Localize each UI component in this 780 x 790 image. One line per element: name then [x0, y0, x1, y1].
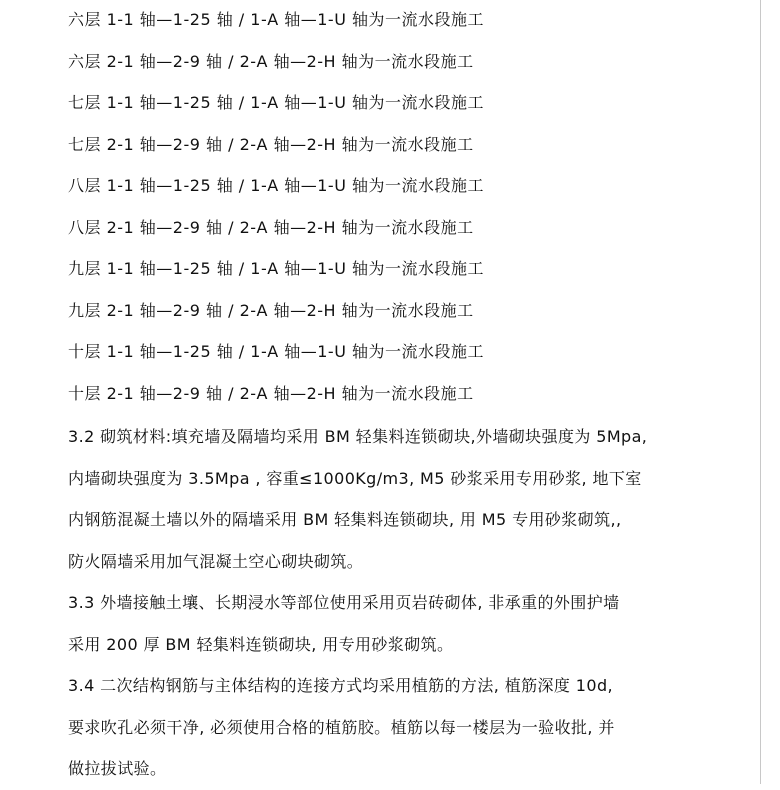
- paragraph-line: 要求吹孔必须干净, 必须使用合格的植筋胶。植筋以每一楼层为一验收批, 并: [68, 717, 615, 737]
- paragraph-line: 防火隔墙采用加气混凝土空心砌块砌筑。: [68, 551, 364, 571]
- floor-line: 六层 2-1 轴—2-9 轴 / 2-A 轴—2-H 轴为一流水段施工: [68, 52, 474, 71]
- paragraph-line: 3.2 砌筑材料:填充墙及隔墙均采用 BM 轻集料连锁砌块,外墙砌块强度为 5Mpa,: [68, 427, 648, 446]
- floor-line: 六层 1-1 轴—1-25 轴 / 1-A 轴—1-U 轴为一流水段施工: [68, 10, 485, 29]
- floor-line: 八层 1-1 轴—1-25 轴 / 1-A 轴—1-U 轴为一流水段施工: [68, 176, 485, 195]
- section-3-3-paragraph: [68, 582, 708, 665]
- section-3-4-paragraph: [68, 665, 708, 790]
- floor-line: 十层 2-1 轴—2-9 轴 / 2-A 轴—2-H 轴为一流水段施工: [68, 384, 474, 403]
- paragraph-line: 3.4 二次结构钢筋与主体结构的连接方式均采用植筋的方法, 植筋深度 10d,: [68, 676, 613, 695]
- paragraph-line: 做拉拔试验。: [68, 759, 167, 778]
- paragraph-line: 采用 200 厚 BM 轻集料连锁砌块, 用专用砂浆砌筑。: [68, 634, 454, 654]
- section-3-2-paragraph: [68, 416, 708, 582]
- paragraph-line: 内钢筋混凝土墙以外的隔墙采用 BM 轻集料连锁砌块, 用 M5 专用砂浆砌筑,,: [68, 510, 622, 529]
- floor-line: 七层 2-1 轴—2-9 轴 / 2-A 轴—2-H 轴为一流水段施工: [68, 135, 474, 154]
- floor-line: 七层 1-1 轴—1-25 轴 / 1-A 轴—1-U 轴为一流水段施工: [68, 93, 485, 112]
- floor-line: 九层 1-1 轴—1-25 轴 / 1-A 轴—1-U 轴为一流水段施工: [68, 259, 485, 278]
- floor-line: 十层 1-1 轴—1-25 轴 / 1-A 轴—1-U 轴为一流水段施工: [68, 342, 485, 361]
- paragraph-line: 内墙砌块强度为 3.5Mpa , 容重≤1000Kg/m3, M5 砂浆采用专用砂浆, 地下室: [68, 468, 642, 488]
- paragraph-line: 3.3 外墙接触土壤、长期浸水等部位使用采用页岩砖砌体, 非承重的外围护墙: [68, 593, 620, 612]
- floor-line: 八层 2-1 轴—2-9 轴 / 2-A 轴—2-H 轴为一流水段施工: [68, 218, 474, 237]
- floor-line: 九层 2-1 轴—2-9 轴 / 2-A 轴—2-H 轴为一流水段施工: [68, 301, 474, 320]
